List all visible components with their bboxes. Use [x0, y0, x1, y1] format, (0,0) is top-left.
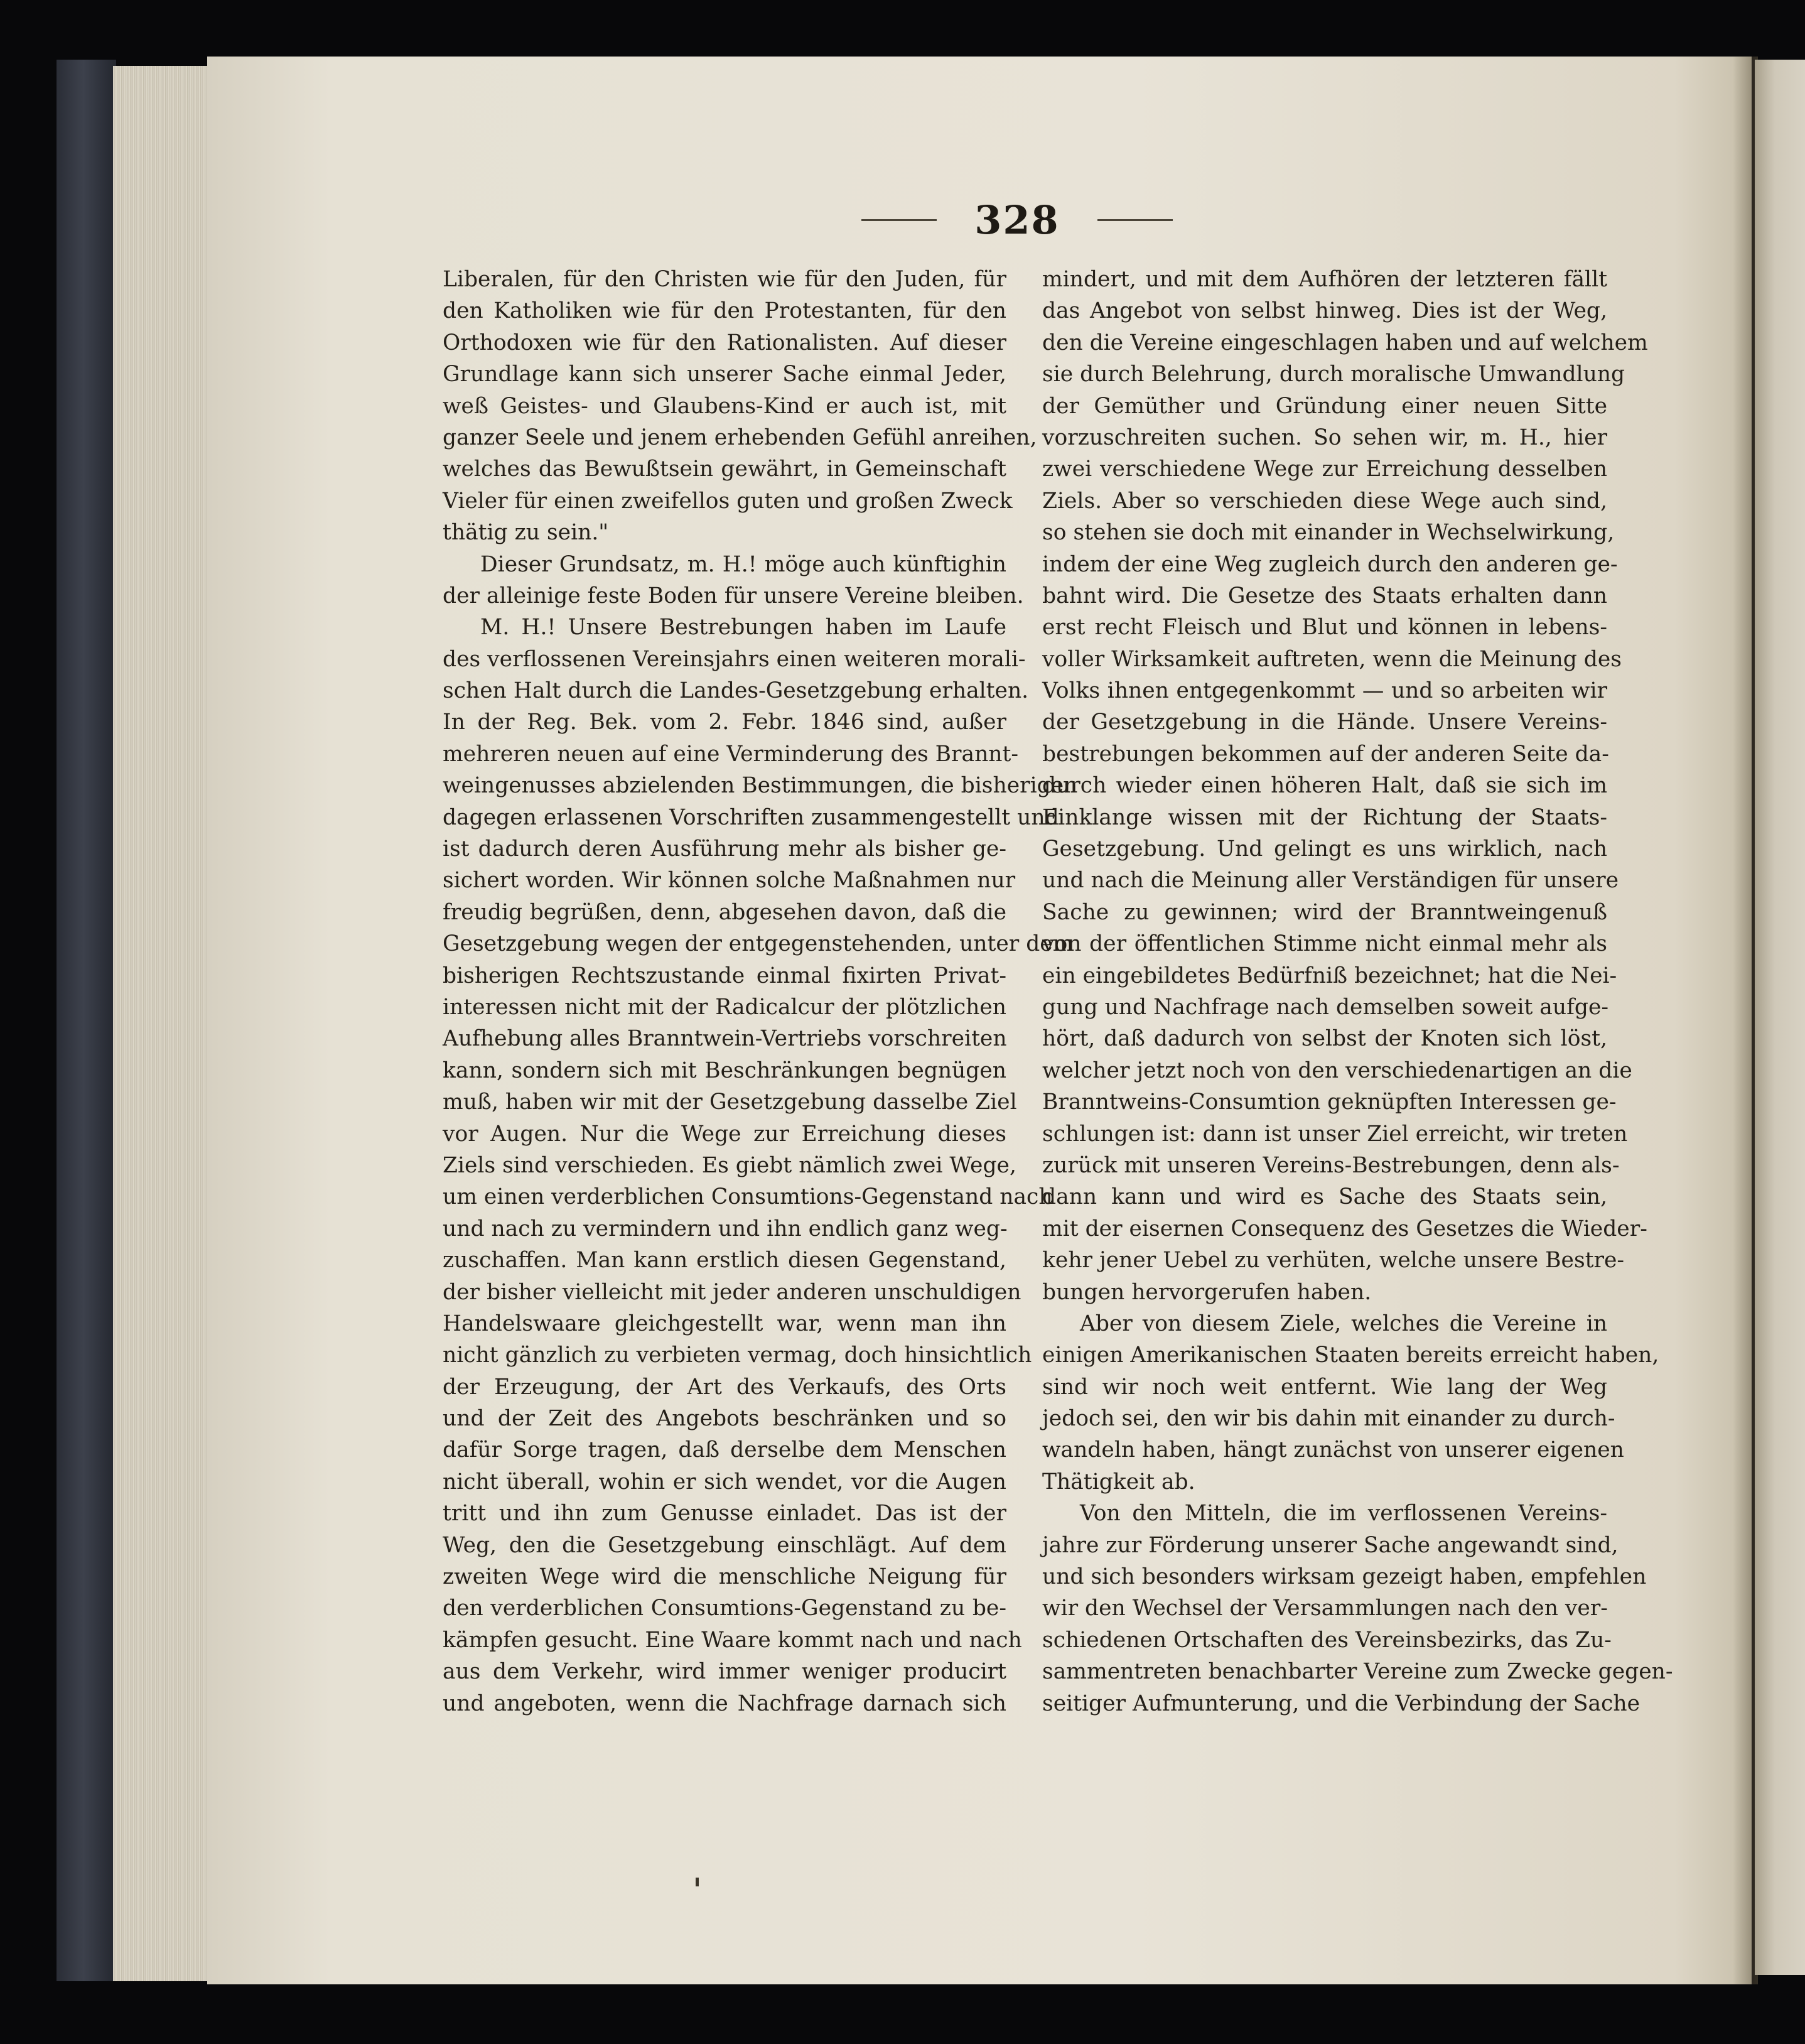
text-line: schen Halt durch die Landes-Gesetzgebung erhalten. — [443, 678, 1029, 704]
text-line: und nach zu vermindern und ihn endlich ganz weg- — [443, 1216, 1008, 1241]
text-line: tritt und ihn zum Genusse einladet. Das ist der — [443, 1501, 1006, 1527]
text-line: von der öffentlichen Stimme nicht einmal mehr als — [1042, 931, 1607, 957]
text-line: ein eingebildetes Bedürfniß bezeichnet; hat die Nei- — [1042, 963, 1617, 988]
text-line: erst recht Fleisch und Blut und können in lebens- — [1042, 615, 1607, 641]
text-line: zurück mit unseren Vereins-Bestrebungen, denn als- — [1042, 1152, 1620, 1178]
text-line: seitiger Aufmunterung, und die Verbindung der Sache — [1042, 1690, 1640, 1716]
header-rule-left — [861, 219, 937, 221]
text-line: sind wir noch weit entfernt. Wie lang der Weg — [1042, 1374, 1607, 1400]
text-line: mehreren neuen auf eine Verminderung des Brannt- — [443, 741, 1019, 767]
text-line: sammentreten benachbarter Vereine zum Zwecke gegen- — [1042, 1659, 1673, 1685]
text-line: kehr jener Uebel zu verhüten, welche unsere Bestre- — [1042, 1248, 1625, 1273]
text-line: interessen nicht mit der Radicalcur der plötzlichen — [443, 994, 1006, 1020]
text-line: indem der eine Weg zugleich durch den anderen ge- — [1042, 551, 1618, 577]
text-line: In der Reg. Bek. vom 2. Febr. 1846 sind, außer — [443, 710, 1006, 735]
text-line: dagegen erlassenen Vorschriften zusammengestellt und — [443, 804, 1059, 830]
text-line: ganzer Seele und jenem erhebenden Gefühl anreihen, — [443, 424, 1037, 450]
text-line: Gesetzgebung wegen der entgegenstehenden, unter dem — [443, 931, 1074, 957]
text-line: Von den Mitteln, die im verflossenen Vereins- — [1080, 1501, 1607, 1527]
text-line: und sich besonders wirksam gezeigt haben, empfehlen — [1042, 1564, 1647, 1590]
text-line: dann kann und wird es Sache des Staats sein, — [1042, 1184, 1607, 1210]
text-line: Handelswaare gleichgestellt war, wenn man ihn — [443, 1311, 1006, 1336]
next-page-edge — [1755, 60, 1805, 1975]
text-line: weß Geistes- und Glaubens-Kind er auch ist, mit — [443, 393, 1006, 419]
text-line: Grundlage kann sich unserer Sache einmal Jeder, — [443, 362, 1006, 387]
text-line: zweiten Wege wird die menschliche Neigung für — [443, 1564, 1006, 1590]
text-line: wandeln haben, hängt zunächst von unserer eigenen — [1042, 1437, 1624, 1463]
text-line: der Gesetzgebung in die Hände. Unsere Vereins- — [1042, 710, 1607, 735]
text-line: Aber von diesem Ziele, welches die Vereine in — [1080, 1311, 1607, 1336]
text-line: der Erzeugung, der Art des Verkaufs, des Orts — [443, 1374, 1006, 1400]
header-rule-right — [1097, 219, 1173, 221]
left-text-column — [443, 264, 1078, 1719]
text-line: kann, sondern sich mit Beschränkungen begnügen — [443, 1057, 1006, 1083]
page-number: 328 — [974, 197, 1060, 243]
text-line: nicht gänzlich zu verbieten vermag, doch hinsichtlich — [443, 1343, 1032, 1368]
text-line: freudig begrüßen, denn, abgesehen davon, daß die — [443, 899, 1006, 925]
text-line: vorzuschreiten suchen. So sehen wir, m. H., hier — [1042, 424, 1607, 450]
text-line: Orthodoxen wie für den Rationalisten. Auf dieser — [443, 330, 1006, 355]
text-line: Dieser Grundsatz, m. H.! möge auch künftighin — [480, 551, 1006, 577]
text-line: nicht überall, wohin er sich wendet, vor die Augen — [443, 1469, 1006, 1495]
text-line: der bisher vielleicht mit jeder anderen unschuldigen — [443, 1279, 1021, 1305]
text-line: der Gemüther und Gründung einer neuen Sitte — [1042, 393, 1607, 419]
text-line: mindert, und mit dem Aufhören der letzteren fällt — [1042, 267, 1607, 292]
text-line: vor Augen. Nur die Wege zur Erreichung dieses — [443, 1121, 1006, 1147]
text-line: zwei verschiedene Wege zur Erreichung desselben — [1042, 457, 1607, 482]
text-line: thätig zu sein." — [443, 520, 609, 546]
ink-mark — [696, 1878, 699, 1886]
text-line: dafür Sorge tragen, daß derselbe dem Menschen — [443, 1437, 1006, 1463]
text-line: zuschaffen. Man kann erstlich diesen Gegenstand, — [443, 1248, 1006, 1273]
text-line: und nach die Meinung aller Verständigen für unsere — [1042, 868, 1619, 894]
text-line: ist dadurch deren Ausführung mehr als bisher ge- — [443, 836, 1006, 862]
text-line: muß, haben wir mit der Gesetzgebung dasselbe Ziel — [443, 1090, 1017, 1115]
text-line: den die Vereine eingeschlagen haben und auf welchem — [1042, 330, 1648, 355]
text-line: und angeboten, wenn die Nachfrage darnach sich — [443, 1690, 1006, 1716]
text-line: bahnt wird. Die Gesetze des Staats erhalten dann — [1042, 583, 1607, 608]
text-line: Aufhebung alles Branntwein-Vertriebs vorschreiten — [443, 1026, 1007, 1052]
book-cover-binding — [57, 60, 116, 1981]
page-header — [841, 192, 1193, 248]
text-line: der alleinige feste Boden für unsere Vereine bleiben. — [443, 583, 1024, 608]
text-line: welches das Bewußtsein gewährt, in Gemeinschaft — [443, 457, 1006, 482]
text-line: weingenusses abzielenden Bestimmungen, die bisherigen — [443, 773, 1078, 799]
text-line: das Angebot von selbst hinweg. Dies ist der Weg, — [1042, 298, 1607, 324]
text-line: sie durch Belehrung, durch moralische Umwandlung — [1042, 362, 1625, 387]
text-line: Volks ihnen entgegenkommt — und so arbeiten wir — [1042, 678, 1607, 704]
text-line: aus dem Verkehr, wird immer weniger producirt — [443, 1659, 1006, 1685]
text-line: mit der eisernen Consequenz des Gesetzes die Wieder- — [1042, 1216, 1647, 1241]
text-line: kämpfen gesucht. Eine Waare kommt nach und nach — [443, 1627, 1022, 1653]
text-line: schiedenen Ortschaften des Vereinsbezirks, das Zu- — [1042, 1627, 1612, 1653]
text-line: wir den Wechsel der Versammlungen nach den ver- — [1042, 1596, 1608, 1621]
text-line: Sache zu gewinnen; wird der Branntweingenuß — [1042, 899, 1607, 925]
text-line: den Katholiken wie für den Protestanten, für den — [443, 298, 1006, 324]
text-line: hört, daß dadurch von selbst der Knoten sich löst, — [1042, 1026, 1607, 1052]
text-line: sichert worden. Wir können solche Maßnahmen nur — [443, 868, 1016, 894]
text-line: und der Zeit des Angebots beschränken und so — [443, 1406, 1006, 1432]
text-line: so stehen sie doch mit einander in Wechselwirkung, — [1042, 520, 1615, 546]
text-line: bestrebungen bekommen auf der anderen Seite da- — [1042, 741, 1609, 767]
text-line: Liberalen, für den Christen wie für den Juden, für — [443, 267, 1006, 292]
text-line: Einklange wissen mit der Richtung der Staats- — [1042, 804, 1607, 830]
text-line: gung und Nachfrage nach demselben soweit aufge- — [1042, 994, 1609, 1020]
page-gutter-shadow — [1733, 57, 1758, 1984]
text-line: Thätigkeit ab. — [1042, 1469, 1195, 1495]
text-line: Branntweins-Consumtion geknüpften Interessen ge- — [1042, 1090, 1617, 1115]
text-line: des verflossenen Vereinsjahrs einen weiteren morali- — [443, 646, 1026, 672]
text-line: Weg, den die Gesetzgebung einschlägt. Auf dem — [443, 1532, 1006, 1558]
text-line: Gesetzgebung. Und gelingt es uns wirklich, nach — [1042, 836, 1607, 862]
text-line: jahre zur Förderung unserer Sache angewandt sind, — [1042, 1532, 1619, 1558]
text-line: Ziels. Aber so verschieden diese Wege auch sind, — [1042, 488, 1607, 514]
text-line: Vieler für einen zweifellos guten und großen Zweck — [443, 488, 1013, 514]
text-line: einigen Amerikanischen Staaten bereits erreicht haben, — [1042, 1343, 1659, 1368]
text-line: den verderblichen Consumtions-Gegenstand zu be- — [443, 1596, 1006, 1621]
text-line: bisherigen Rechtszustande einmal fixirten Privat- — [443, 963, 1006, 988]
text-line: Ziels sind verschieden. Es giebt nämlich zwei Wege, — [443, 1152, 1016, 1178]
text-line: durch wieder einen höheren Halt, daß sie sich im — [1042, 773, 1607, 799]
text-line: M. H.! Unsere Bestrebungen haben im Laufe — [480, 615, 1006, 641]
text-line: jedoch sei, den wir bis dahin mit einander zu durch- — [1042, 1406, 1615, 1432]
text-line: um einen verderblichen Consumtions-Gegenstand nach — [443, 1184, 1053, 1210]
text-line: welcher jetzt noch von den verschiedenartigen an die — [1042, 1057, 1632, 1083]
text-line: bungen hervorgerufen haben. — [1042, 1279, 1372, 1305]
right-text-column — [1042, 264, 1673, 1719]
text-line: schlungen ist: dann ist unser Ziel erreicht, wir treten — [1042, 1121, 1628, 1147]
text-line: voller Wirksamkeit auftreten, wenn die Meinung des — [1042, 646, 1622, 672]
